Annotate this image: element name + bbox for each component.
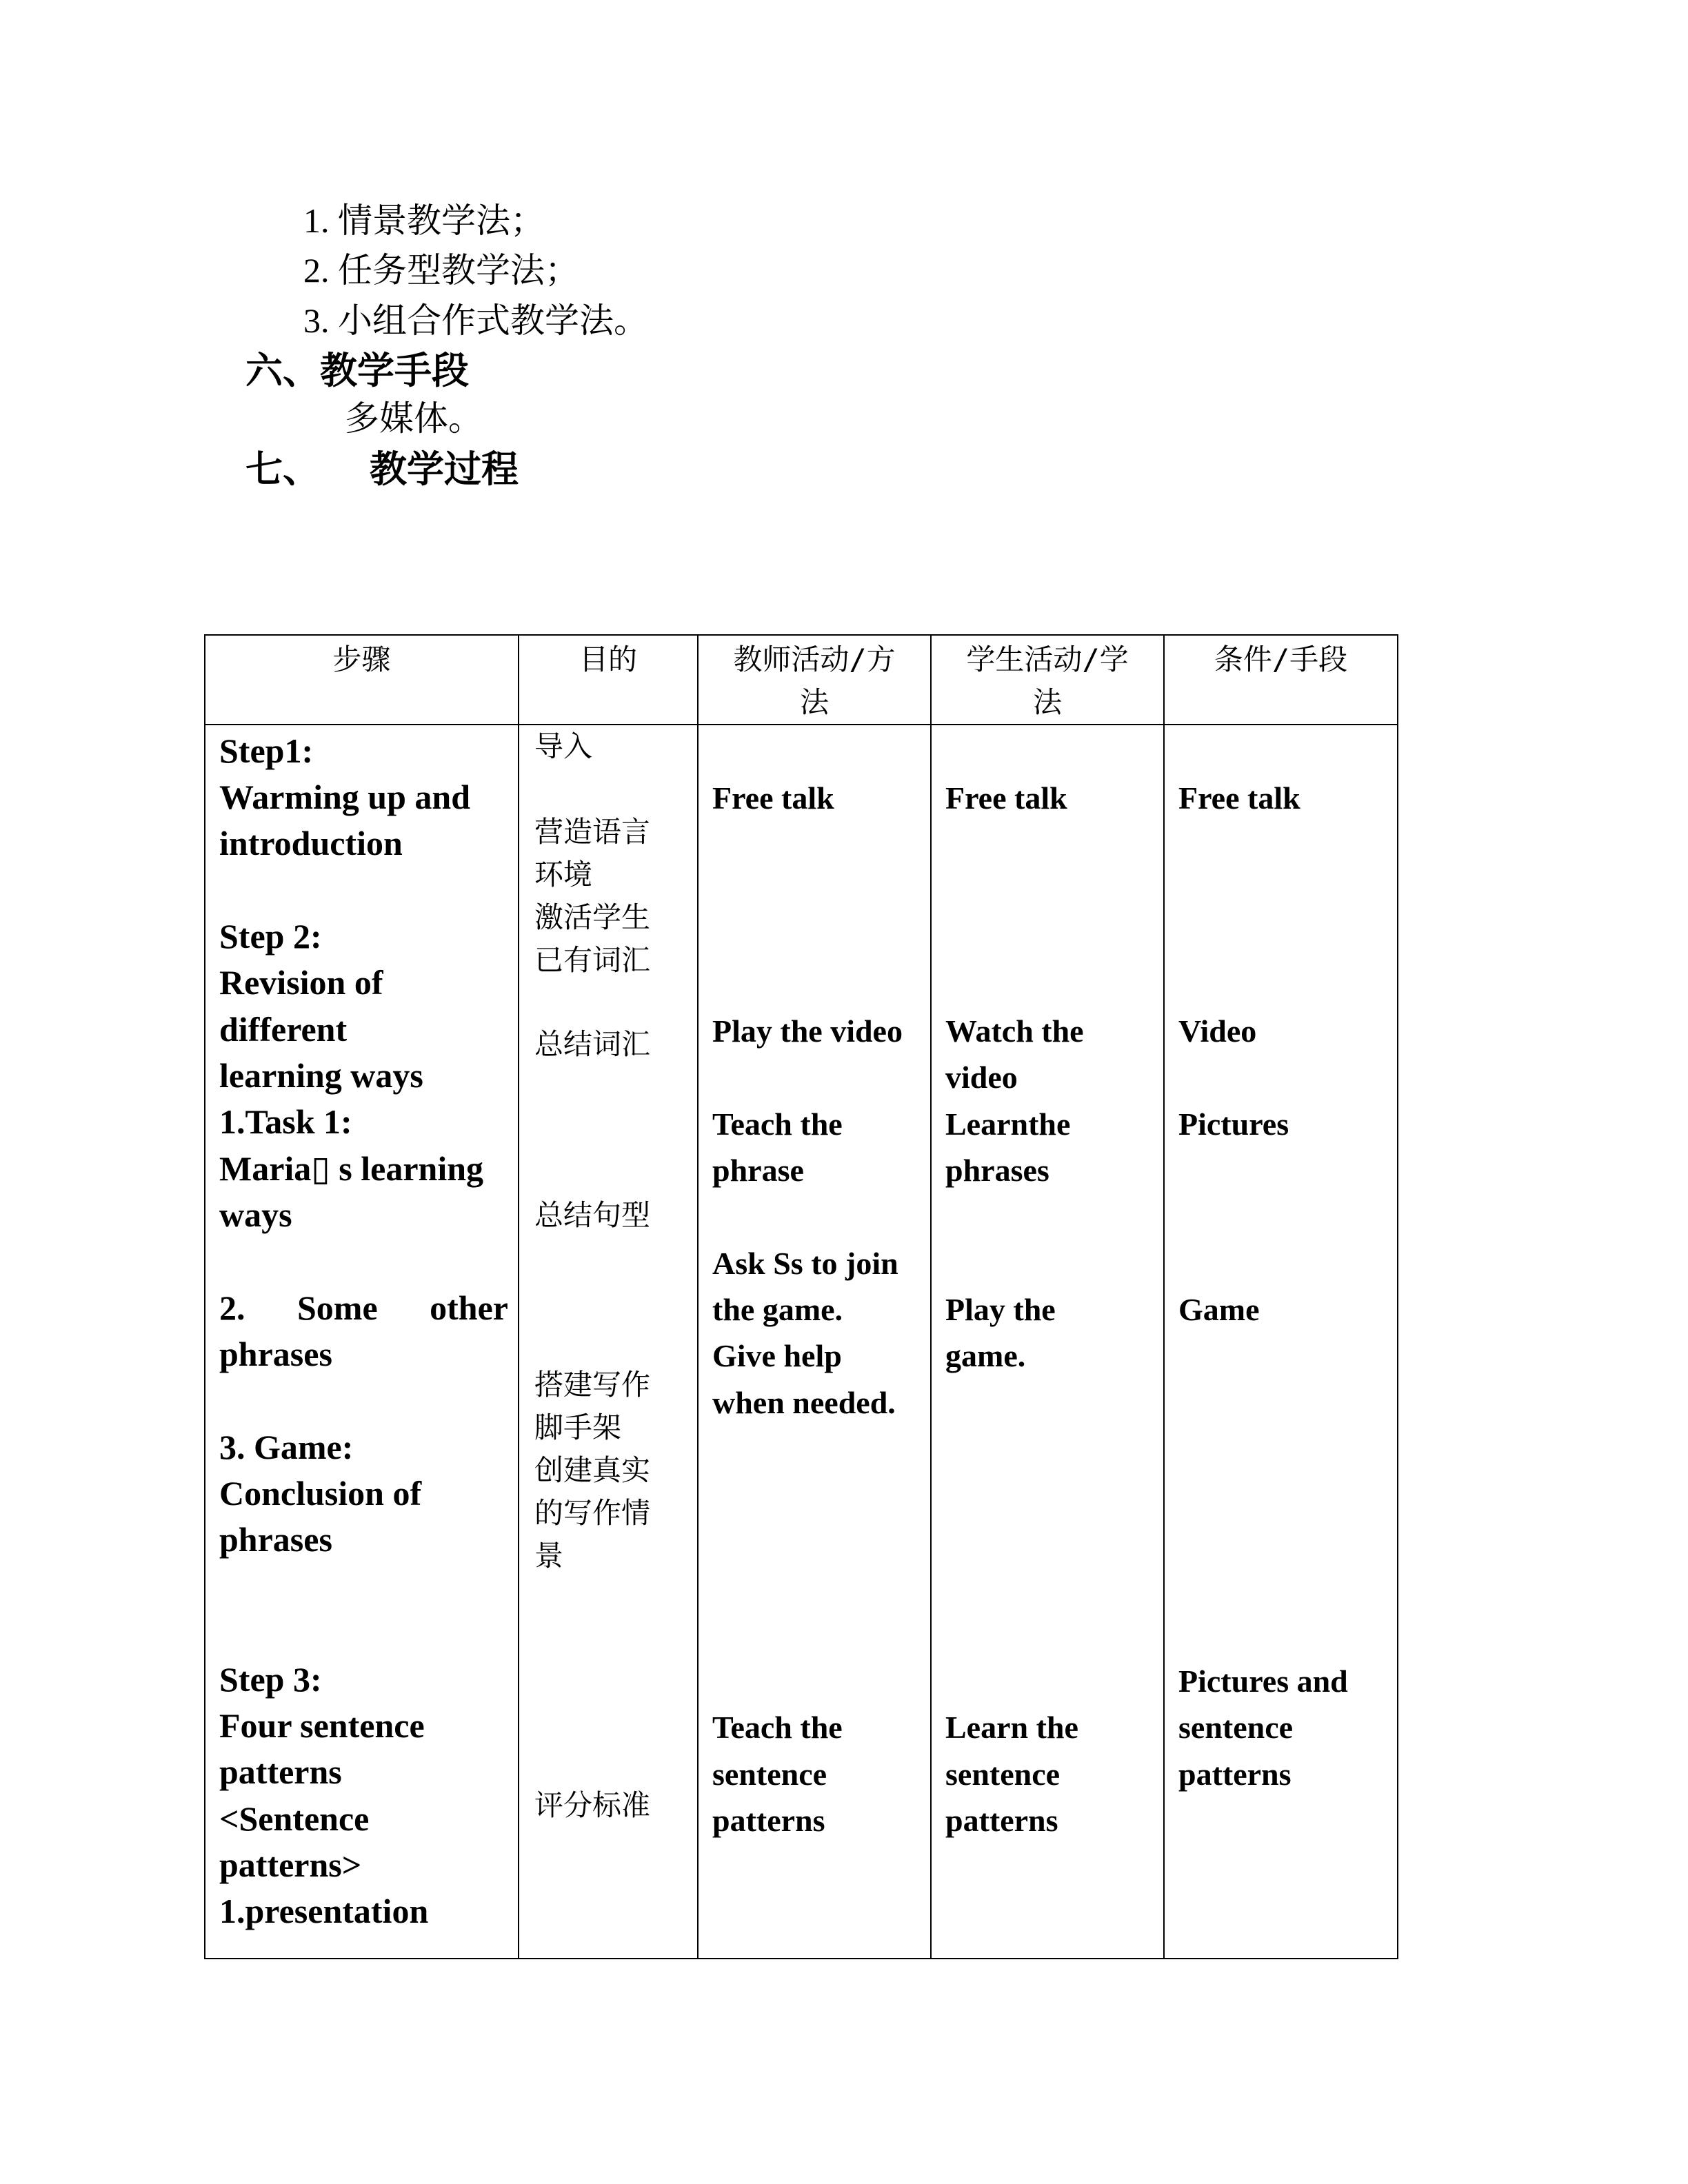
conditions-line: Pictures and <box>1178 1664 1348 1699</box>
section-heading <box>245 445 519 494</box>
student-line: Learn the <box>945 1710 1078 1745</box>
step-line: Step1: <box>219 731 314 770</box>
student-line: video <box>945 1060 1018 1095</box>
purpose-line: 总结句型 <box>534 1198 651 1232</box>
teacher-line: Play the video <box>712 1013 903 1049</box>
student-line: Learnthe <box>945 1106 1071 1142</box>
section-body: 多媒体。 <box>345 399 483 438</box>
step-line: Four sentence <box>219 1706 425 1745</box>
step-line: Step 3: <box>219 1660 322 1699</box>
step-line: 2. Some other <box>219 1288 508 1327</box>
column-header-student: 学生活动/学 法 <box>931 635 1164 725</box>
column-header-purpose: 目的 <box>519 635 698 725</box>
step-line: Step 2: <box>219 917 322 956</box>
student-line: Play the <box>945 1292 1056 1327</box>
student-line: sentence <box>945 1757 1061 1792</box>
student-line: phrases <box>945 1153 1049 1188</box>
step-line: ways <box>219 1195 292 1234</box>
column-header-conditions: 条件/手段 <box>1164 635 1398 725</box>
purpose-line: 总结词汇 <box>534 1027 651 1061</box>
purpose-line: 创建真实 <box>534 1453 651 1487</box>
method-item: 2. 任务型教学法； <box>303 251 579 290</box>
teacher-line: phrase <box>712 1153 804 1188</box>
teacher-line: Ask Ss to join <box>712 1246 898 1281</box>
steps-cell <box>205 725 519 1959</box>
student-line: patterns <box>945 1803 1058 1838</box>
step-line: patterns <box>219 1752 342 1791</box>
purpose-line: 搭建写作 <box>534 1368 651 1402</box>
step-line: Maria▯ s learning <box>219 1149 484 1188</box>
purpose-line: 评分标准 <box>534 1788 651 1822</box>
section-heading: 六、教学手段 <box>245 350 469 392</box>
step-line: 1.Task 1: <box>219 1102 352 1141</box>
section-title: 教学过程 <box>370 449 519 490</box>
step-line: different <box>219 1010 348 1049</box>
student-line: game. <box>945 1338 1026 1373</box>
teacher-line: Free talk <box>712 780 834 816</box>
step-line: 3. Game: <box>219 1428 354 1466</box>
teacher-line: patterns <box>712 1803 825 1838</box>
purpose-line: 脚手架 <box>534 1410 622 1444</box>
step-line: introduction <box>219 824 403 862</box>
purpose-line: 景 <box>534 1539 564 1573</box>
purpose-line: 的写作情 <box>534 1496 651 1530</box>
purpose-cell <box>519 725 698 1959</box>
step-line: phrases <box>219 1520 332 1559</box>
step-line: Revision of <box>219 963 383 1002</box>
step-line: Warming up and <box>219 778 471 816</box>
purpose-line: 激活学生 <box>534 900 651 934</box>
teacher-line: the game. <box>712 1292 843 1327</box>
step-line: phrases <box>219 1335 332 1373</box>
conditions-line: sentence <box>1178 1710 1294 1745</box>
teacher-line: Teach the <box>712 1106 843 1142</box>
method-item: 3. 小组合作式教学法。 <box>303 301 648 340</box>
student-line: Free talk <box>945 780 1067 816</box>
purpose-line: 导入 <box>534 729 593 763</box>
teacher-activity-cell <box>698 725 931 1959</box>
teacher-line: Teach the <box>712 1710 843 1745</box>
column-header-teacher: 教师活动/方 法 <box>698 635 931 725</box>
student-activity-cell <box>931 725 1164 1959</box>
teaching-process-table <box>204 634 1398 1959</box>
purpose-line: 环境 <box>534 858 593 891</box>
step-line: 1.presentation <box>219 1892 429 1930</box>
step-line: <Sentence <box>219 1799 370 1838</box>
conditions-line: patterns <box>1178 1757 1292 1792</box>
section-number: 七、 <box>245 449 320 490</box>
purpose-line: 已有词汇 <box>534 943 651 977</box>
conditions-cell <box>1164 725 1398 1959</box>
conditions-line: Free talk <box>1178 780 1300 816</box>
column-header-step: 步骤 <box>205 635 519 725</box>
teacher-line: sentence <box>712 1757 827 1792</box>
step-line: Conclusion of <box>219 1474 422 1513</box>
step-line: learning ways <box>219 1056 423 1095</box>
conditions-line: Pictures <box>1178 1106 1289 1142</box>
step-line: patterns> <box>219 1846 362 1884</box>
purpose-line: 营造语言 <box>534 815 651 849</box>
conditions-line: Video <box>1178 1013 1257 1049</box>
table-header-row <box>205 635 1398 725</box>
teacher-line: Give help <box>712 1338 842 1373</box>
teacher-line: when needed. <box>712 1385 896 1420</box>
conditions-line: Game <box>1178 1292 1260 1327</box>
table-row <box>205 725 1398 1959</box>
student-line: Watch the <box>945 1013 1084 1049</box>
method-item: 1. 情景教学法； <box>303 201 545 240</box>
